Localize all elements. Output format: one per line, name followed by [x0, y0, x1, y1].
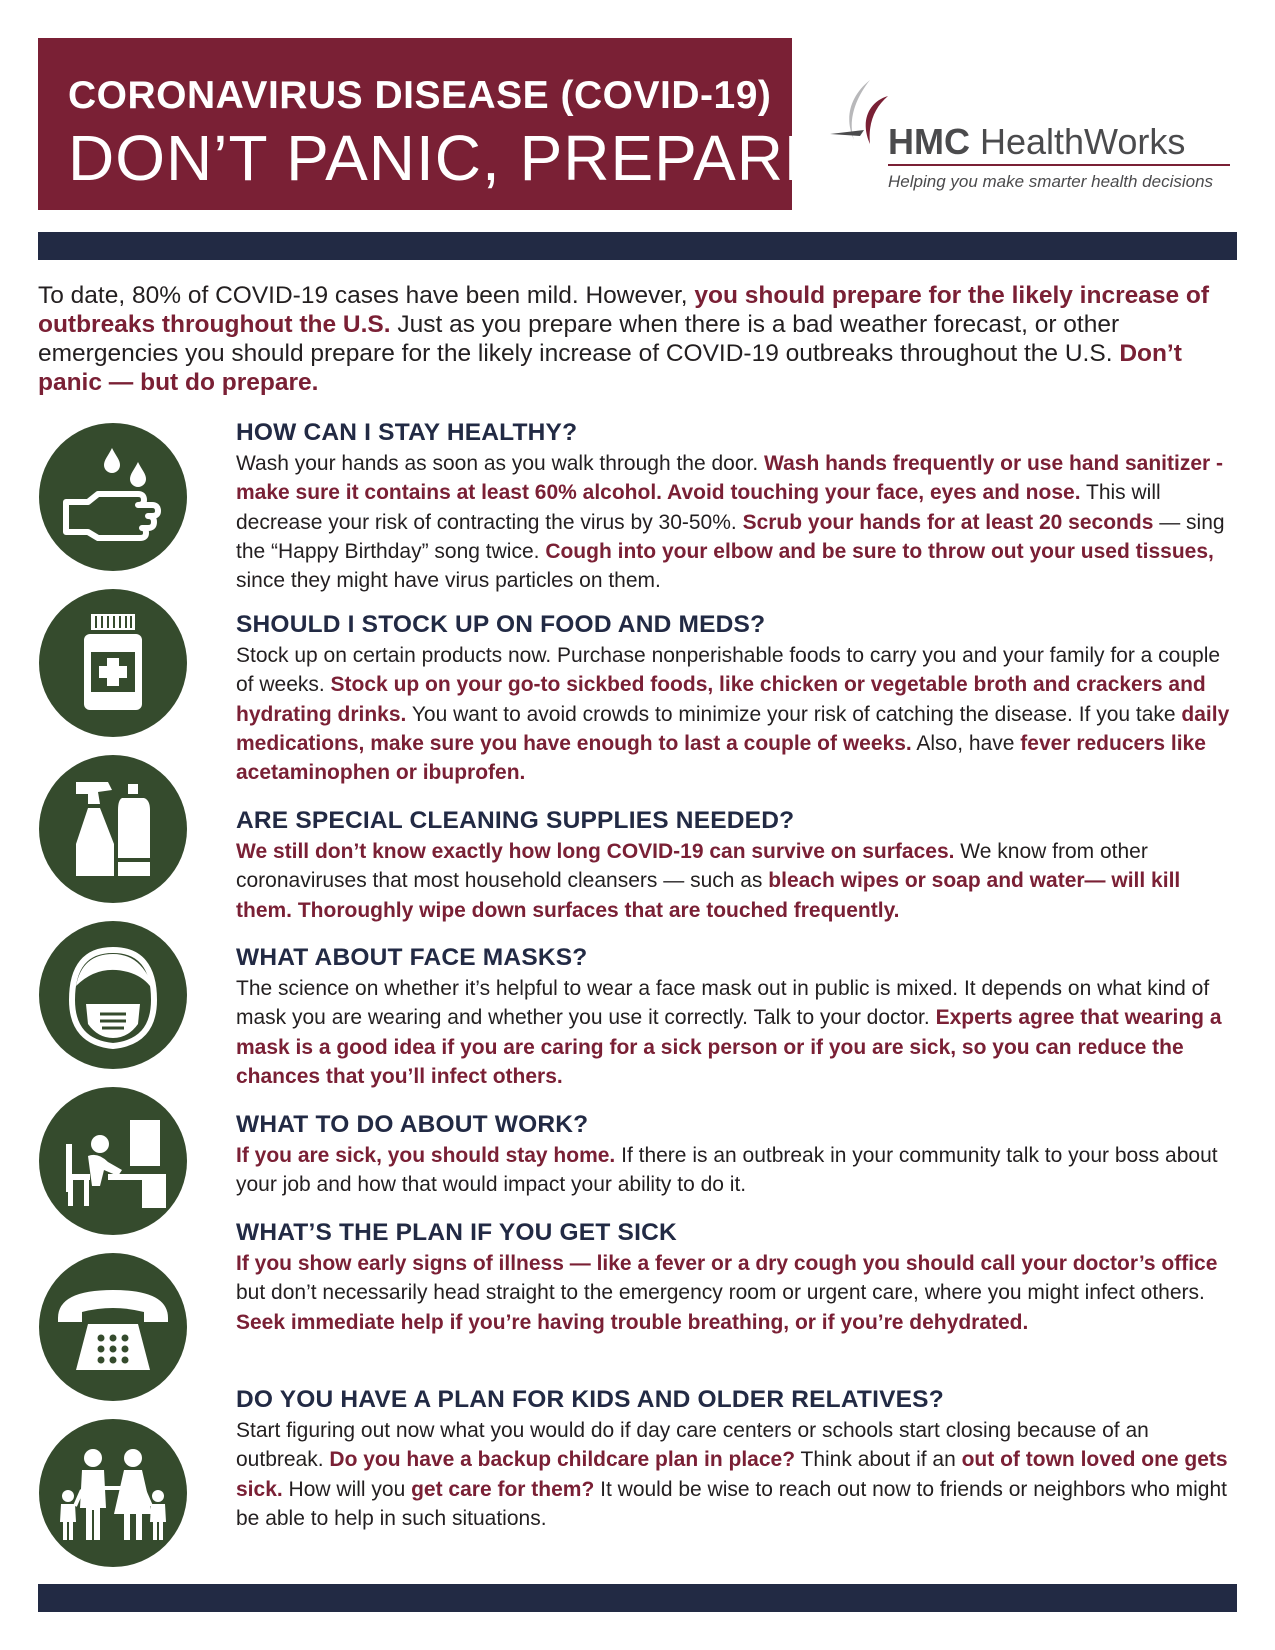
- section-heading: HOW CAN I STAY HEALTHY?: [236, 419, 578, 446]
- body-run: Stock up on certain products now. Purchase nonperishable foods to carry you and your family for a couple of weeks.: [236, 644, 1221, 697]
- section-body: [236, 449, 1241, 595]
- intro-paragraph: [38, 281, 1238, 397]
- section-heading: WHAT TO DO ABOUT WORK?: [236, 1111, 589, 1138]
- body-run-highlight: Wash hands frequently or use hand sanitizer - make sure it contains at least 60% alcohol. Avoid touching your face, eyes and nose.: [236, 452, 1224, 505]
- body-run: Wash your hands as soon as you walk through the door.: [236, 452, 765, 475]
- bottom-divider-bar: [38, 1584, 1237, 1612]
- logo-name: [888, 122, 1185, 162]
- title-subheading: CORONAVIRUS DISEASE (COVID-19): [68, 74, 772, 117]
- body-run: It would be wise to reach out now to friends or neighbors who might be able to help in such situations.: [236, 1477, 1227, 1530]
- intro-run-highlight: you should prepare for the likely increase of outbreaks throughout the U.S.: [38, 282, 1210, 338]
- section-body: [236, 1141, 1241, 1200]
- body-run-highlight: out of town loved one gets sick.: [236, 1448, 1228, 1501]
- body-run: How will you: [282, 1477, 412, 1501]
- body-run: Think about if an: [795, 1448, 962, 1472]
- body-run-highlight: Do you have a backup childcare plan in place?: [329, 1448, 796, 1472]
- body-run: — sing the “Happy Birthday” song twice.: [236, 510, 1225, 563]
- section-heading: SHOULD I STOCK UP ON FOOD AND MEDS?: [236, 611, 766, 638]
- intro-run-highlight: Don’t panic — but do prepare.: [38, 340, 1182, 396]
- body-run: If there is an outbreak in your community talk to your boss about your job and how that would impact your ability to do it.: [236, 1144, 1218, 1197]
- section-stock-up: [236, 610, 1241, 787]
- body-run-highlight: If you show early signs of illness — like a fever or a dry cough you should call your doctor’s office: [236, 1252, 1218, 1275]
- body-run-highlight: fever reducers like acetaminophen or ibuprofen.: [236, 731, 1206, 785]
- body-run: since they might have virus particles on them.: [236, 569, 661, 593]
- section-heading: DO YOU HAVE A PLAN FOR KIDS AND OLDER RELATIVES?: [236, 1386, 944, 1413]
- intro-run: Just as you prepare when there is a bad weather forecast, or other emergencies you should prepare for the likely increase of COVID-19 outbreaks throughout the U.S.: [38, 311, 1120, 367]
- face-mask-icon: [38, 920, 188, 1070]
- section-heading: WHAT ABOUT FACE MASKS?: [236, 944, 588, 971]
- section-face-masks: [236, 943, 1241, 1091]
- body-run-highlight: If you are sick, you should stay home.: [236, 1144, 616, 1167]
- intro-run: To date, 80% of COVID-19 cases have been mild. However,: [38, 282, 695, 309]
- body-run-highlight: We still don’t know exactly how long COVID-19 can survive on surfaces.: [236, 840, 955, 863]
- section-body: [236, 641, 1241, 787]
- body-run: We know from other coronaviruses that most household cleansers — such as: [236, 840, 1148, 893]
- body-run-highlight: Scrub your hands for at least 20 seconds: [742, 510, 1154, 534]
- body-run-highlight: Stock up on your go-to sickbed foods, like chicken or vegetable broth and crackers and hydrating drinks.: [236, 673, 1206, 726]
- hmc-healthworks-logo: [830, 78, 1230, 198]
- section-cleaning-supplies: [236, 806, 1241, 925]
- family-icon: [38, 1418, 188, 1568]
- body-run: The science on whether it’s helpful to wear a face mask out in public is mixed. It depends on what kind of mask you are wearing and whether you use it correctly. Talk to your doctor.: [236, 977, 1210, 1030]
- body-run-highlight: Seek immediate help if you’re having trouble breathing, or if you’re dehydrated.: [236, 1310, 1029, 1334]
- section-plan-if-sick: [236, 1218, 1241, 1337]
- body-run: This will decrease your risk of contracting the virus by 30-50%.: [236, 481, 1161, 534]
- section-body: [236, 1249, 1241, 1337]
- body-run: Also, have: [911, 731, 1021, 755]
- section-kids-relatives: [236, 1385, 1241, 1533]
- body-run-highlight: get care for them?: [411, 1477, 595, 1501]
- cleaning-supplies-icon: [38, 754, 188, 904]
- medicine-bottle-icon: [38, 588, 188, 738]
- section-heading: ARE SPECIAL CLEANING SUPPLIES NEEDED?: [236, 807, 795, 834]
- title-banner: [38, 38, 828, 210]
- top-divider-bar: [38, 232, 1237, 260]
- section-stay-healthy: [236, 418, 1241, 595]
- body-run: but don’t necessarily head straight to the emergency room or urgent care, where you might infect others.: [236, 1281, 1205, 1305]
- section-body: [236, 974, 1241, 1091]
- body-run-highlight: Cough into your elbow and be sure to throw out your used tissues,: [545, 539, 1214, 563]
- body-run: Start figuring out now what you would do if day care centers or schools start closing because of an outbreak.: [236, 1419, 1149, 1472]
- body-run-highlight: daily medications, make sure you have enough to last a couple of weeks.: [236, 702, 1230, 755]
- page-title: DON’T PANIC, PREPARE: [68, 122, 828, 194]
- logo-tagline: Helping you make smarter health decisions: [888, 172, 1214, 191]
- body-run: You want to avoid crowds to minimize your risk of catching the disease. If you take: [406, 702, 1182, 726]
- body-run-highlight: bleach wipes or soap and water— will kill them. Thoroughly wipe down surfaces that are touched frequently.: [236, 869, 1181, 922]
- logo-name-bold: HMC: [888, 121, 970, 162]
- section-work: [236, 1110, 1241, 1200]
- sick-at-work-icon: [38, 1086, 188, 1236]
- section-body: [236, 1416, 1241, 1533]
- section-heading: WHAT’S THE PLAN IF YOU GET SICK: [236, 1219, 677, 1246]
- section-body: [236, 837, 1241, 925]
- body-run-highlight: Experts agree that wearing a mask is a good idea if you are caring for a sick person or if you are sick, so you can reduce the chances that you’ll infect others.: [236, 1006, 1222, 1088]
- hand-washing-icon: [38, 422, 188, 572]
- logo-divider: [888, 164, 1230, 166]
- logo-name-light: HealthWorks: [969, 121, 1186, 162]
- telephone-icon: [38, 1252, 188, 1402]
